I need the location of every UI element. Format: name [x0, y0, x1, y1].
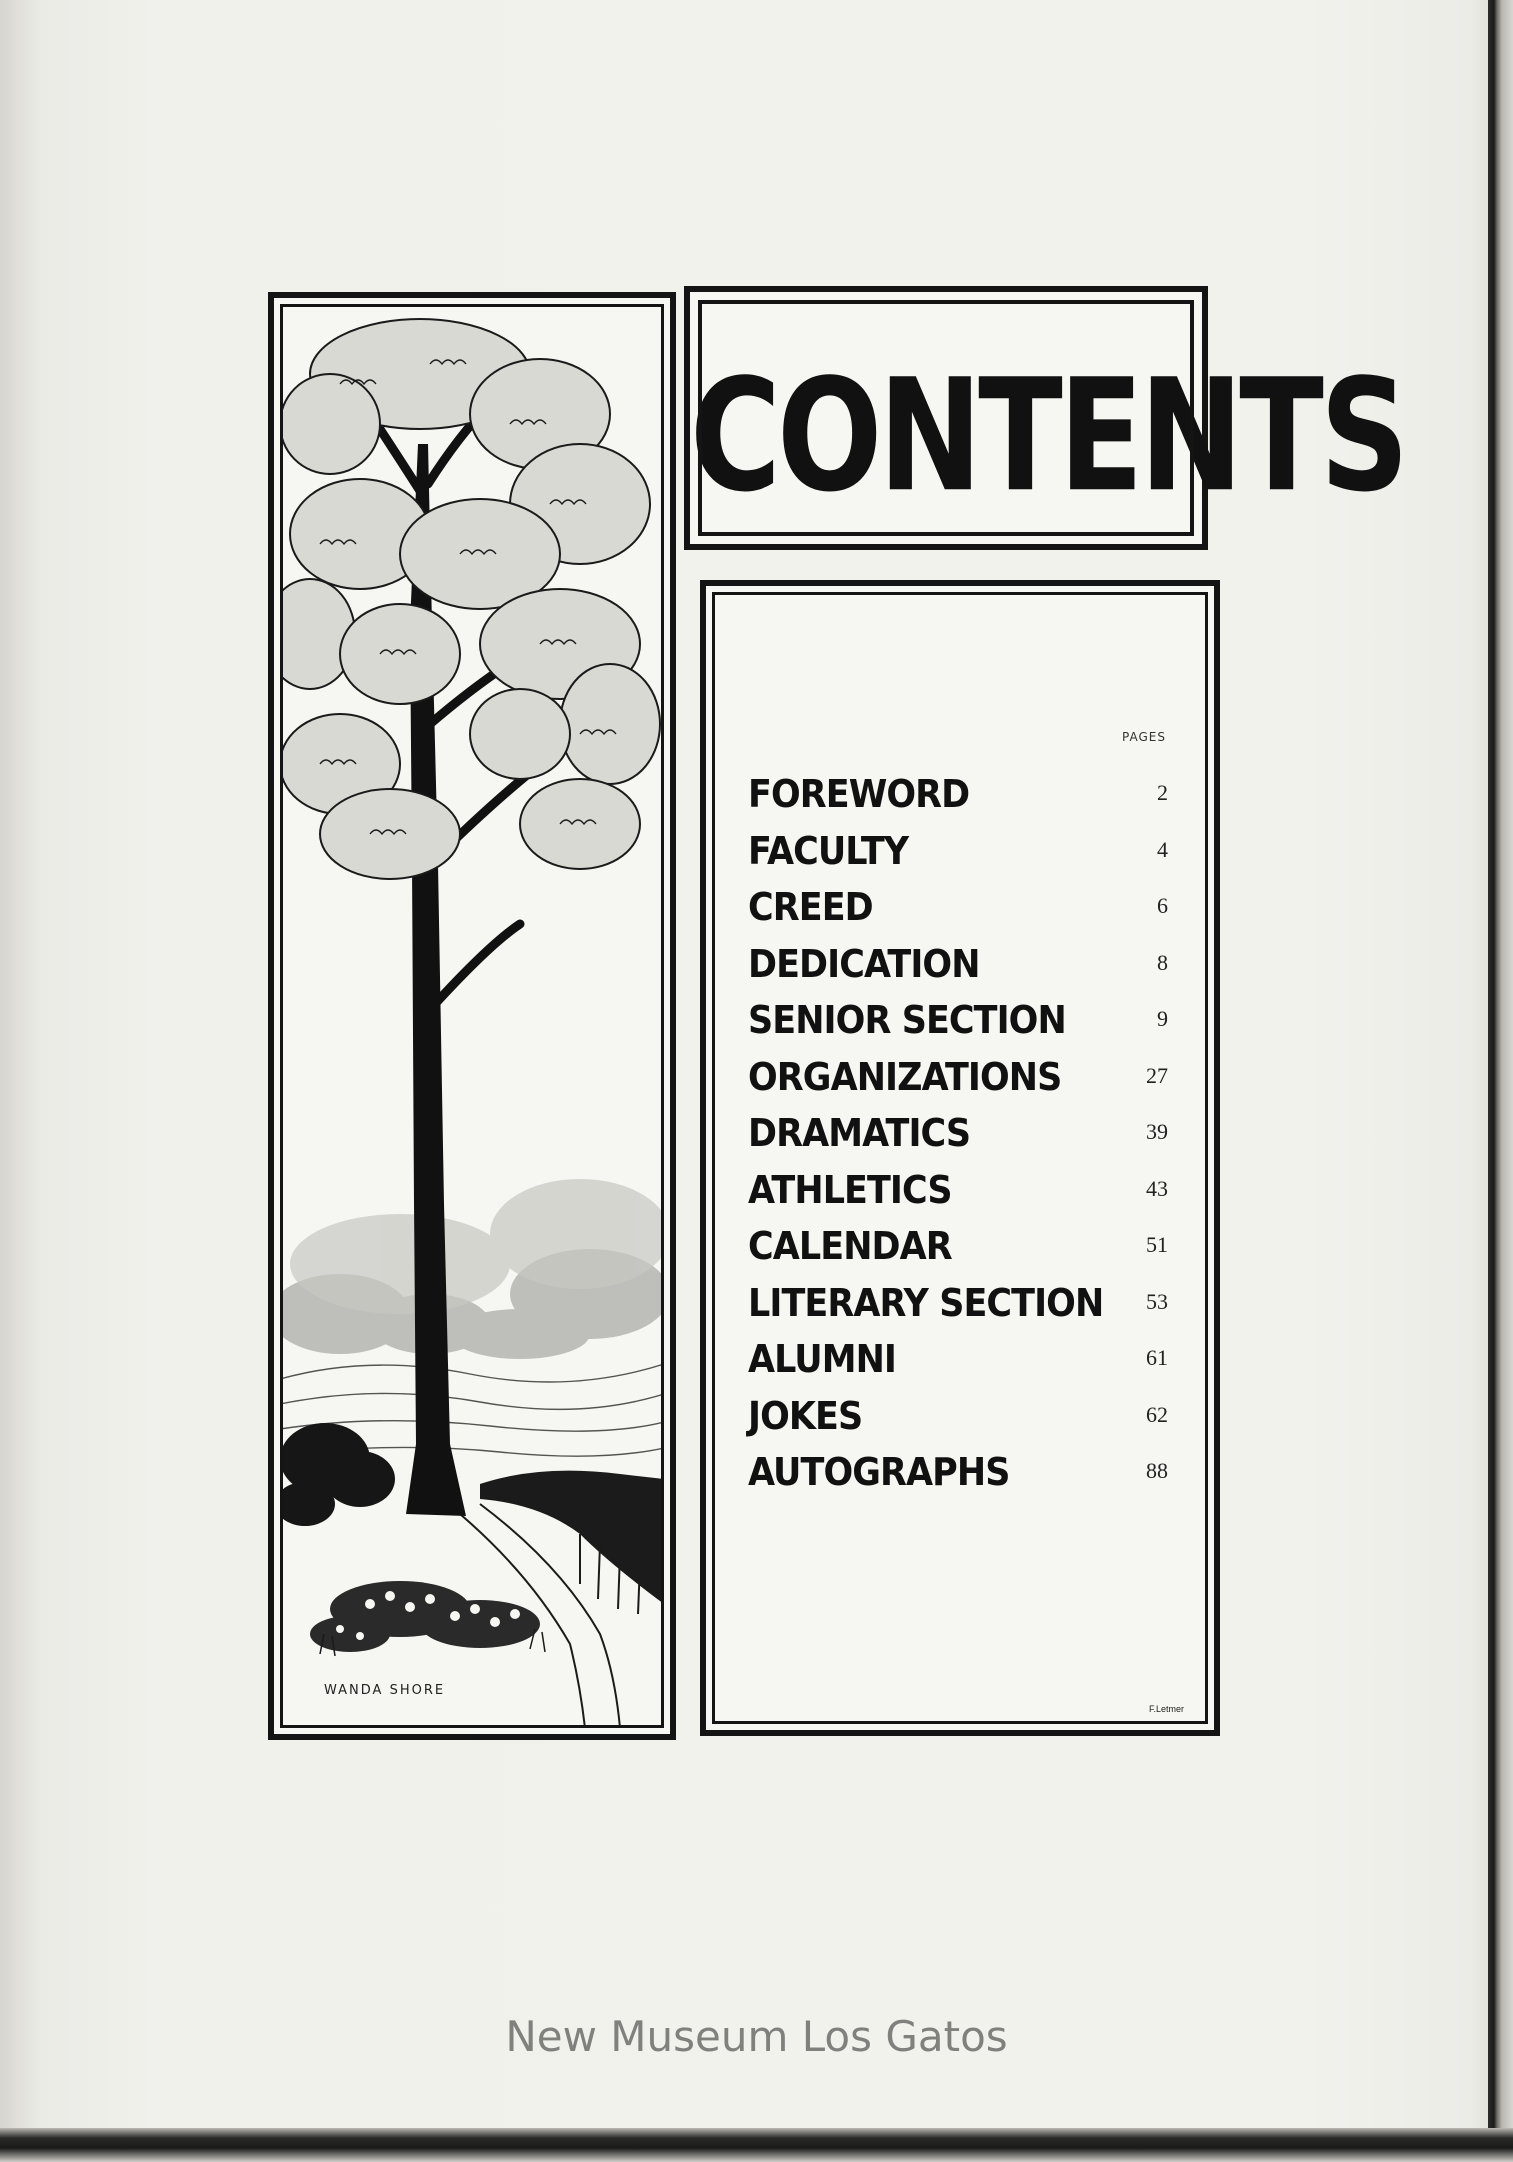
contents-entry [748, 1281, 1188, 1331]
contents-entry-page: 9 [1157, 1006, 1168, 1031]
contents-entry-label: ALUMNI [748, 1337, 897, 1381]
contents-entry [748, 998, 1188, 1048]
contents-entry [748, 1168, 1188, 1218]
illustration-frame [268, 292, 676, 1740]
contents-entry-page: 51 [1146, 1232, 1168, 1257]
contents-entry-page: 62 [1146, 1401, 1168, 1427]
contents-entry-page: 39 [1146, 1119, 1168, 1144]
contents-entry-label: FOREWORD [748, 772, 970, 816]
contents-entry [748, 1337, 1188, 1387]
tree-landscape-illustration [280, 304, 664, 1728]
contents-entry [748, 829, 1188, 879]
book-edge-bottom [0, 2128, 1513, 2162]
contents-entry-page: 4 [1157, 836, 1168, 862]
contents-entry [748, 885, 1188, 935]
contents-entry-label: JOKES [748, 1393, 863, 1438]
contents-entry-label: ATHLETICS [748, 1167, 952, 1212]
contents-entry-label: AUTOGRAPHS [748, 1450, 1010, 1494]
contents-entry-page: 43 [1146, 1175, 1168, 1201]
contents-entry-label: FACULTY [748, 828, 909, 873]
contents-entry [748, 1055, 1188, 1105]
contents-entry-page: 53 [1146, 1288, 1168, 1314]
title-frame [684, 286, 1406, 550]
contents-entry-label: CREED [748, 885, 873, 929]
contents-entry-page: 2 [1157, 780, 1168, 805]
contents-entry [748, 1224, 1188, 1274]
contents-entry-page: 88 [1146, 1458, 1168, 1483]
contents-entry [748, 772, 1188, 822]
contents-entry-label: ORGANIZATIONS [748, 1054, 1062, 1099]
contents-list-frame [700, 580, 1220, 1736]
book-edge-right [1488, 0, 1513, 2162]
contents-entry [748, 1394, 1188, 1444]
contents-entry-page: 8 [1157, 949, 1168, 975]
contents-entry-label: LITERARY SECTION [748, 1280, 1104, 1325]
contents-entry-label: SENIOR SECTION [748, 998, 1066, 1042]
contents-entry [748, 1111, 1188, 1161]
contents-entry [748, 942, 1188, 992]
illustration-artist-signature: WANDA SHORE [324, 1683, 446, 1698]
contents-entry-label: DRAMATICS [748, 1111, 971, 1155]
contents-entry-label: DEDICATION [748, 941, 980, 986]
contents-entry-page: 6 [1157, 893, 1168, 918]
contents-entry-page: 27 [1146, 1062, 1168, 1088]
list-artist-signature: F.Letmer [1148, 1704, 1184, 1714]
page-title: CONTENTS [690, 346, 1406, 527]
contents-entry [748, 1450, 1188, 1500]
contents-entry-label: CALENDAR [748, 1224, 952, 1268]
watermark: New Museum Los Gatos [505, 2012, 1008, 2061]
pages-column-header: PAGES [1122, 730, 1166, 744]
contents-entry-page: 61 [1146, 1345, 1168, 1370]
